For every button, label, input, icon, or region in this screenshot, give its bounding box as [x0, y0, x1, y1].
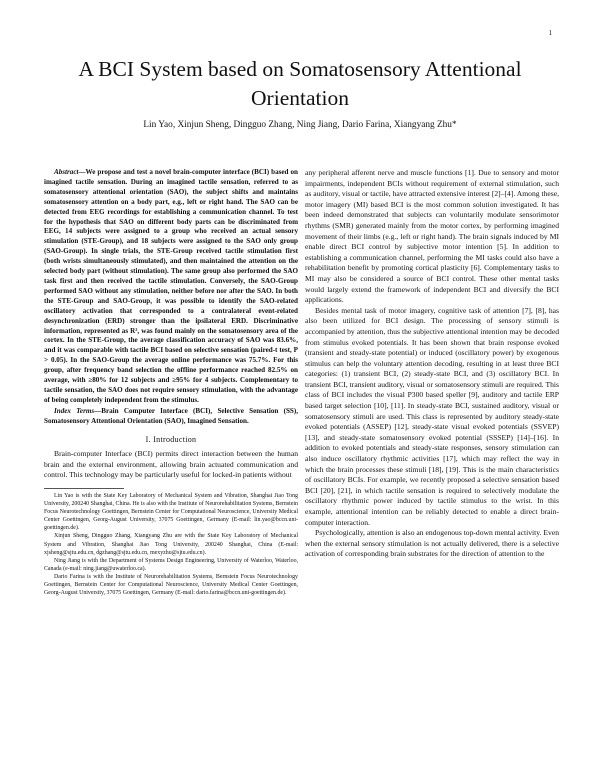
paper-title: A BCI System based on Somatosensory Attentional Orientation: [78, 57, 522, 110]
author-list: Lin Yao, Xinjun Sheng, Dingguo Zhang, Ning Jiang, Dario Farina, Xiangyang Zhu*: [143, 120, 457, 130]
right-column: [305, 168, 559, 560]
index-terms-label: Index Terms: [54, 406, 95, 415]
section-heading-introduction: I. Introduction: [145, 434, 197, 444]
footnote-lin-yao: Lin Yao is with the State Key Laboratory of Mechanical System and Vibration, Shanghai Jiao Tong University, 200240 Shanghai, China. He is also with the Institute of Neurorehabilitation Systems, Bernstein Focus Neurotechnology Goettingen, Bernstein Center for Computational Neuroscience, University Medical Center Goettingen, Georg-August University, 37075 Goettingen, Germany (E-mail: lin.yao@bccn.uni-goettingen.de).: [44, 492, 298, 532]
abstract-text: —We propose and test a novel brain-computer interface (BCI) based on imagined tactile sensation. During an imagined tactile sensation, referred to as somatosensory attentional orientation (SAO), the subject shifts and maintains somatosensory attention on a body part, e.g., left or right hand. The SAO can be detected from EEG recordings for establishing a communication channel. To test for the hypothesis that SAO on different body parts can be discriminated from EEG, 14 subjects were assigned to a group who received an actual sensory stimulation (STE-Group), and 18 subjects were assigned to the SAO only group (SAO-Group). In single trials, the STE-Group received tactile stimulation first (both wrists simultaneously stimulated), and then maintained the attention on the selected body part (without stimulation). The same group also performed the SAO task first and then received the tactile stimulation. Conversely, the SAO-Group performed SAO without any stimulation, neither before nor after the SAO. In both the STE-Group and SAO-Group, it was possible to identify the SAO-related oscillatory activation that corresponded to a contralateral event-related desynchronization (ERD) stronger than the ipsilateral ERD. Discriminative information, represented as R², was found mainly on the somatosensory area of the cortex. In the STE-Group, the average classification accuracy of SAO was 83.6%, and it was comparable with tactile BCI based on selective sensation (paired-t test, P > 0.05). In the SAO-Group the average online performance was 75.7%. For this group, after frequency band selection the offline performance reached 82.5% on average, with ≥80% for 12 subjects and ≥95% for 4 subjects. Complementary to tactile sensation, the SAO does not require sensory stimulation, with the advantage of being completely independent from the stimulus.: [44, 168, 298, 404]
page-number: 1: [548, 29, 552, 37]
footnote-divider: [44, 488, 124, 489]
abstract-label: Abstract: [54, 168, 79, 176]
footnote-dario-farina: Dario Farina is with the Institute of Neurorehabilitation Systems, Bernstein Focus Neurotechnology Goettingen, Bernstein Center for Computational Neuroscience, University Medical Center Goettingen, Georg-August University, 37075 Goettingen, Germany (E-mail: dario.farina@bccn.uni-goettingen.de).: [44, 573, 298, 597]
body-paragraph: Besides mental task of motor imagery, cognitive task of attention [7], [8], has also been utilized for BCI design. The processing of sensory stimuli is accompanied by attention, thus the subjective attentional intention may be decoded from stimulus evoked potentials. It has been shown that brain response evoked (transient and steady-state potential) or induced (oscillatory power) by exogenous stimulus can help the voluntary attention decoding, resulting in at least three BCI categories: (1) transient BCI, (2) steady-state BCI, and (3) oscillatory BCI. In transient BCI, transient auditory, visual or somatosensory stimuli are required. This class of BCI includes the visual P300 based speller [9], auditory and tactile ERP based target selection [10], [11]. In steady-state BCI, sustained auditory, visual or somatosensory stimuli are used. This class is represented by auditory steady-state evoked potentials (ASSEP) [12], steady-state visual evoked potentials (SSVEP) [13], and steady-state somatosensory evoked potential (SSSEP) [14]–[16]. In addition to evoked potentials and steady-state responses, sensory stimulation can also induce oscillatory rhythmic activities [17], which may reflect the way in which the brain processes these stimuli [18], [19]. This is the main characteristics of oscillatory BCIs. For example, we recently proposed a selective sensation based BCI [20], [21], in which tactile sensation is required to selectively modulate the oscillatory rhythmic power induced by tactile stimulus to the wrist. In this example, attentional intention can be reliably detected to enable a direct brain-computer interaction.: [305, 305, 559, 527]
index-terms: [44, 407, 298, 427]
footnote-sheng-zhang-zhu: Xinjun Sheng, Dingguo Zhang, Xiangyang Zhu are with the State Key Laboratory of Mechanical System and Vibration, Shanghai Jiao Tong University, 200240 Shanghai, China (E-mail: xjsheng@sjtu.edu.cn, dgzhang@sjtu.edu.cn, mexyzhu@sjtu.edu.cn).: [44, 533, 298, 556]
index-terms-text: —Brain Computer Interface (BCI), Selective Sensation (SS), Somatosensory Attentional Orientation (SAO), Imagined Sensation.: [44, 406, 298, 425]
body-paragraph: Psychologically, attention is also an endogenous top-down mental activity. Even when the external sensory stimulation is not actually delivered, there is a selective activation of corresponding brain substrates for the direction of attention to the: [305, 528, 559, 559]
intro-paragraph: Brain-computer Interface (BCI) permits direct interaction between the human brain and the external environment, allowing brain actuated communication and control. This technology may be particularly useful for locked-in patients without: [44, 449, 298, 480]
abstract: [44, 168, 298, 406]
footnote-ning-jiang: Ning Jiang is with the Department of Systems Design Engineering, University of Waterloo, Waterloo, Canada (e-mail: ning.jiang@uwaterloo.ca).: [44, 557, 298, 572]
body-paragraph: any peripheral afferent nerve and muscle functions [1]. Due to sensory and motor impairments, independent BCIs without requirement of external stimulation, such as auditory, visual or tactile, have attracted extensive interest [2]–[4]. Among these, motor imagery (MI) based BCI is the most common solution investigated. It has been indeed demonstrated that subjects can voluntarily modulate sensorimotor rhythms (SMR) generated mainly from the motor cortex, by performing imagined movement of their limbs (e.g., left or right hand). The brain signals induced by MI enable direct BCI control by subjective motor intention [5]. In addition to establishing a communication channel, performing the MI tasks could also have a rehabilitation benefit by promoting cortical plasticity [6]. Complementary tasks to MI may also be considered a source of BCI control. These other mental tasks would largely extend the framework of independent BCI and diversify the BCI applications.: [305, 168, 559, 305]
left-column: [44, 168, 298, 597]
